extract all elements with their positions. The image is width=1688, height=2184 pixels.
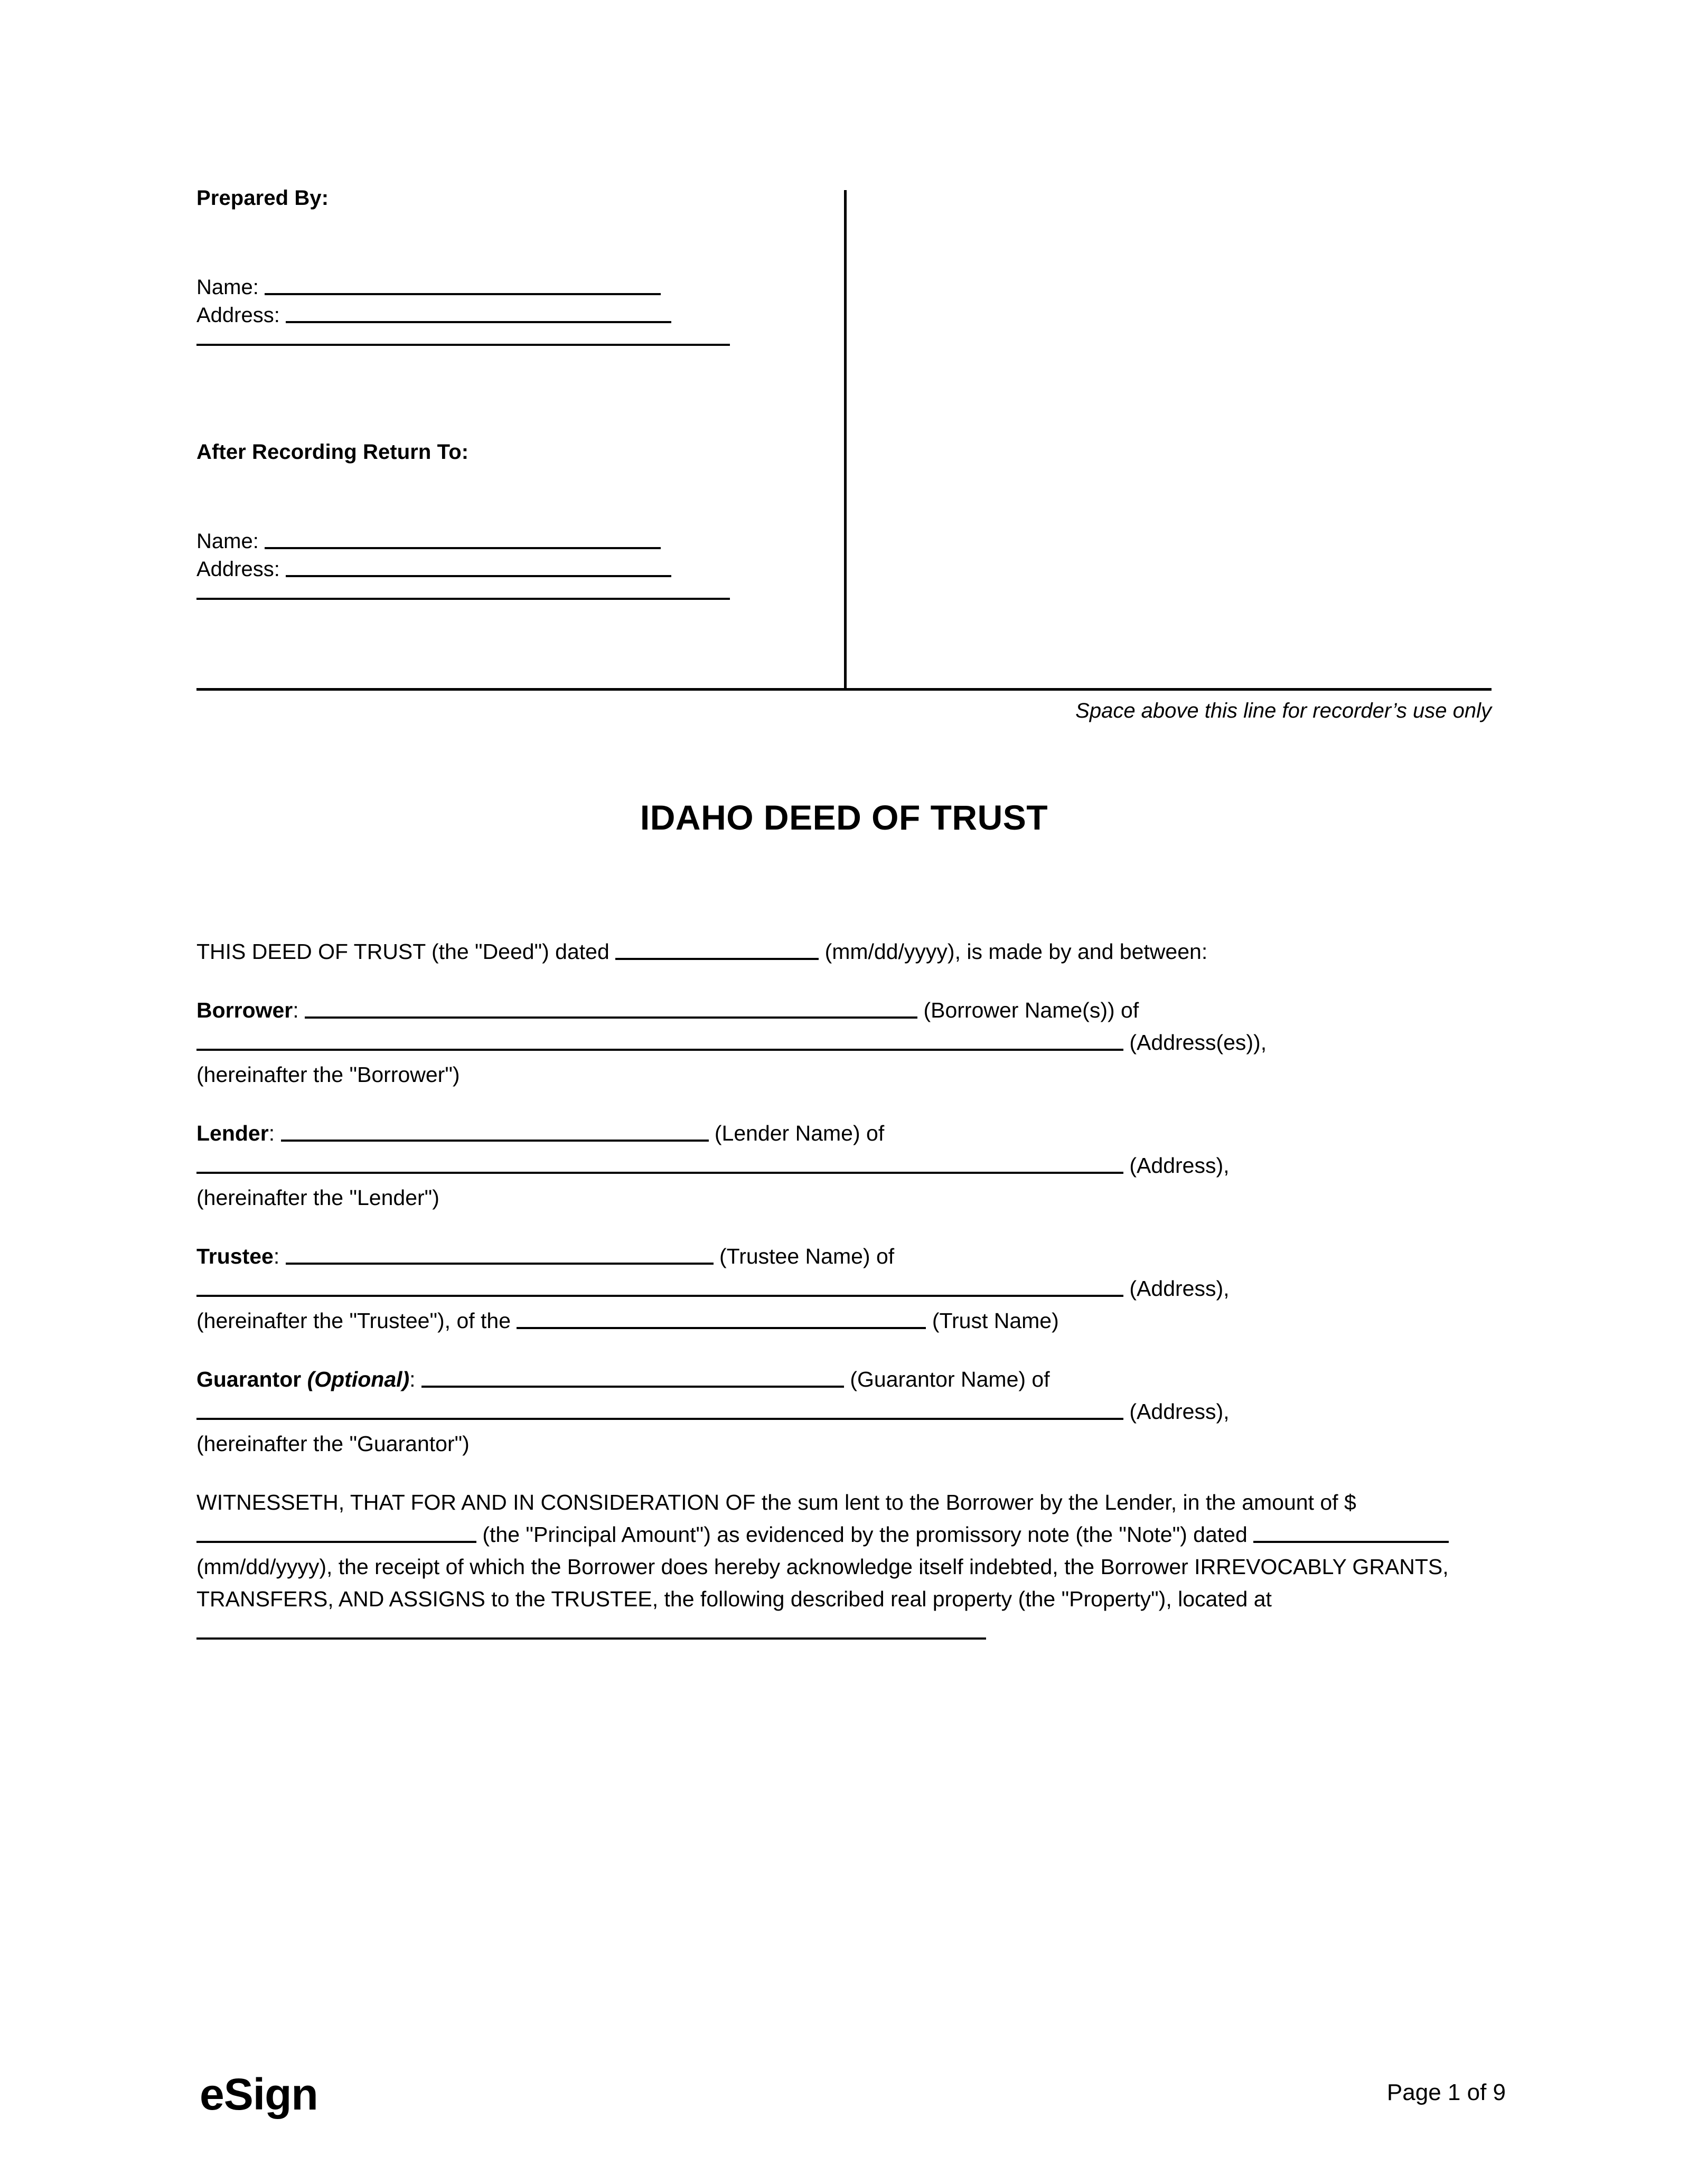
- prepared-by-address-line: [196, 301, 820, 329]
- borrower-address-input[interactable]: [196, 1028, 1123, 1051]
- trustee-label: Trustee: [196, 1244, 274, 1268]
- lender-name-input[interactable]: [281, 1119, 709, 1142]
- borrower-name-hint: (Borrower Name(s)) of: [917, 998, 1139, 1022]
- prepared-by-name-line: [196, 273, 820, 301]
- page-title: IDAHO DEED OF TRUST: [640, 798, 1048, 837]
- trustee-colon: :: [273, 1244, 286, 1268]
- guarantor-colon: :: [409, 1367, 421, 1391]
- lender-label: Lender: [196, 1121, 269, 1145]
- property-location-input[interactable]: [196, 1617, 986, 1640]
- after-recording-name-line: [196, 527, 820, 555]
- spacer: [196, 346, 820, 408]
- witnesseth-part2: (the "Principal Amount") as evidenced by the promissory note (the "Note") dated: [476, 1522, 1254, 1547]
- lender-paragraph: [196, 1117, 1496, 1214]
- trustee-address-hint: (Address),: [1123, 1276, 1230, 1301]
- recorder-horizontal-rule: [196, 688, 1492, 691]
- lender-address-hint: (Address),: [1123, 1153, 1230, 1178]
- after-recording-address-input-2[interactable]: [196, 598, 730, 600]
- deed-date-input[interactable]: [615, 937, 819, 960]
- witnesseth-paragraph: [196, 1486, 1496, 1648]
- prepared-by-name-label: Name:: [196, 276, 265, 299]
- trust-name-hint: (Trust Name): [926, 1308, 1059, 1333]
- borrower-colon: :: [293, 998, 305, 1022]
- recorder-vertical-divider: [844, 190, 847, 689]
- trust-name-input[interactable]: [517, 1306, 926, 1329]
- lender-name-hint: (Lender Name) of: [708, 1121, 885, 1145]
- intro-text-part2: (mm/dd/yyyy), is made by and between:: [819, 939, 1208, 964]
- spacer: [196, 408, 820, 440]
- after-recording-heading: After Recording Return To:: [196, 440, 469, 464]
- guarantor-address-input[interactable]: [196, 1397, 1123, 1420]
- guarantor-hereinafter: (hereinafter the "Guarantor"): [196, 1432, 470, 1456]
- guarantor-name-hint: (Guarantor Name) of: [843, 1367, 1050, 1391]
- after-recording-address-label: Address:: [196, 558, 286, 581]
- borrower-paragraph: [196, 994, 1496, 1091]
- witnesseth-part1: WITNESSETH, THAT FOR AND IN CONSIDERATION OF the sum lent to the Borrower by the Lender, in the amount of $: [196, 1490, 1356, 1514]
- intro-paragraph: [196, 936, 1496, 968]
- after-recording-address-input[interactable]: [286, 555, 671, 577]
- guarantor-optional: (Optional): [301, 1367, 410, 1391]
- trustee-hereinafter: (hereinafter the "Trustee"), of the: [196, 1308, 517, 1333]
- spacer: [196, 465, 820, 527]
- prepared-by-address-label: Address:: [196, 304, 286, 327]
- guarantor-address-hint: (Address),: [1123, 1399, 1230, 1424]
- after-recording-name-label: Name:: [196, 530, 265, 553]
- prepared-by-name-input[interactable]: [265, 273, 661, 295]
- document-body: [196, 936, 1496, 1648]
- principal-amount-input[interactable]: [196, 1520, 476, 1543]
- note-date-input[interactable]: [1253, 1520, 1449, 1543]
- borrower-name-input[interactable]: [305, 996, 917, 1019]
- spacer: [196, 583, 820, 598]
- esign-logo: eSign: [200, 2069, 318, 2119]
- borrower-hereinafter: (hereinafter the "Borrower"): [196, 1062, 460, 1087]
- trustee-name-hint: (Trustee Name) of: [713, 1244, 895, 1268]
- prepared-by-heading: Prepared By:: [196, 186, 329, 210]
- guarantor-label: Guarantor: [196, 1367, 302, 1391]
- prepared-by-address-input[interactable]: [286, 301, 671, 323]
- guarantor-paragraph: [196, 1363, 1496, 1460]
- recorder-header-block: [196, 186, 1492, 693]
- recorder-left-column: [196, 186, 820, 600]
- spacer: [196, 211, 820, 273]
- borrower-label: Borrower: [196, 998, 293, 1022]
- after-recording-address-line: [196, 555, 820, 583]
- spacer: [196, 329, 820, 344]
- lender-address-input[interactable]: [196, 1151, 1123, 1174]
- lender-colon: :: [268, 1121, 281, 1145]
- witnesseth-part3: (mm/dd/yyyy), the receipt of which the Borrower does hereby acknowledge itself indebted, the Borrower IRREVOCABLY GRANTS, TRANSFERS, AND ASSIGNS to the TRUSTEE, the following described real property (the "Property"), located at: [196, 1555, 1449, 1611]
- trustee-address-input[interactable]: [196, 1274, 1123, 1297]
- intro-text-part1: THIS DEED OF TRUST (the "Deed") dated: [196, 939, 616, 964]
- page-number: Page 1 of 9: [1386, 2079, 1506, 2105]
- trustee-paragraph: [196, 1240, 1496, 1337]
- lender-hereinafter: (hereinafter the "Lender"): [196, 1185, 439, 1210]
- after-recording-name-input[interactable]: [265, 527, 661, 549]
- borrower-address-hint: (Address(es)),: [1123, 1030, 1267, 1055]
- trustee-name-input[interactable]: [286, 1242, 714, 1265]
- recorder-use-note: Space above this line for recorder’s use only: [1075, 699, 1492, 722]
- guarantor-name-input[interactable]: [421, 1365, 844, 1388]
